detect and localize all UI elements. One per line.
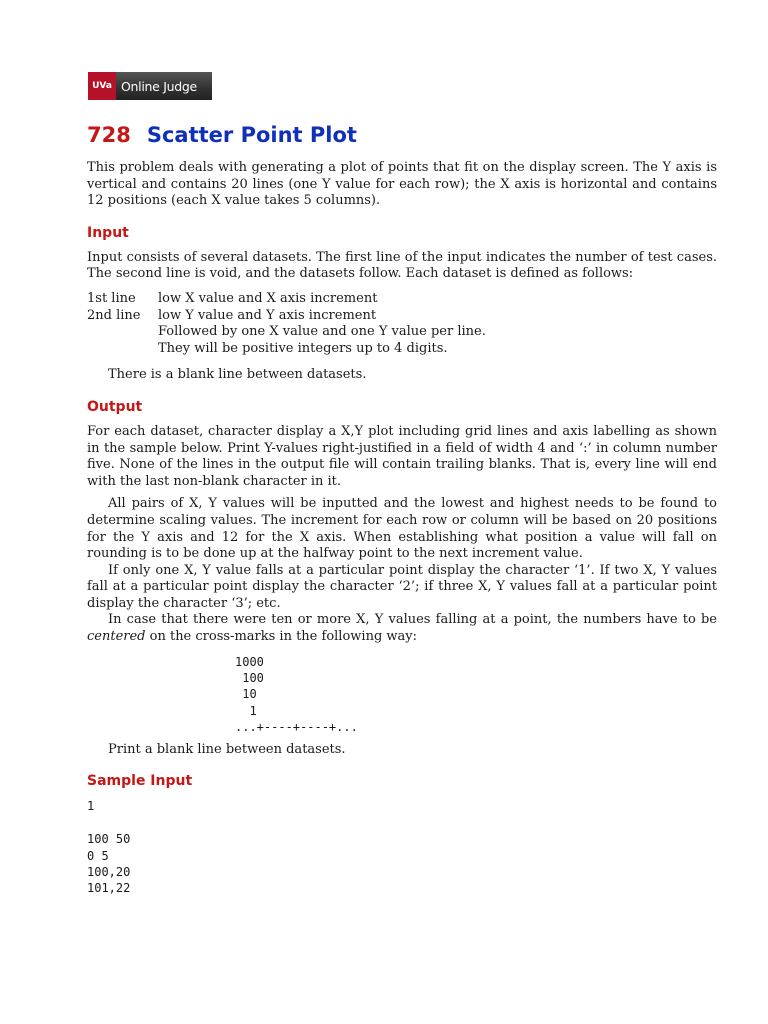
format-row [87,308,717,325]
format-key [87,341,158,358]
input-format-table [87,291,717,357]
output-paragraph-3: If only one X, Y value falls at a particular point display the character ‘1’. If two X, Y values fall at a particular point display the character ‘2’; if three X, Y values fall at a particular point display the character ‘3’; etc. [87,562,717,611]
format-value: They will be positive integers up to 4 digits. [158,340,448,356]
output-heading: Output [87,398,143,415]
paragraph-text: on the cross-marks in the following way: [145,629,417,645]
online-judge-logo [88,72,212,100]
uva-badge: UVa [88,72,116,100]
problem-number: 728 [87,123,131,147]
blank-line-note: There is a blank line between datasets. [108,367,367,383]
format-key: 2nd line [87,307,141,323]
format-value: low X value and X axis increment [158,290,378,306]
intro-paragraph: This problem deals with generating a plot of points that fit on the display screen. The Y axis is vertical and contains 20 lines (one Y value for each row); the X axis is horizontal and contains 12 positions (each X value takes 5 columns). [87,160,717,209]
format-row [87,291,717,308]
input-paragraph: Input consists of several datasets. The first line of the input indicates the number of test cases. The second line is void, and the datasets follow. Each dataset is defined as follows: [87,249,717,282]
closing-paragraph: Print a blank line between datasets. [108,741,346,757]
input-heading: Input [87,224,129,241]
logo-text: Online Judge [121,78,197,94]
output-paragraph-2: All pairs of X, Y values will be inputted and the lowest and highest needs to be found to determine scaling values. The increment for each row or column will be based on 20 positions for the Y axis and 12 for the X axis. When establishing what position a value will fall on rounding is to be done up at the halfway point to the next increment value. [87,496,717,562]
format-key [87,324,158,341]
centered-example: 1000 100 10 1 ...+----+----+... [235,654,358,735]
output-paragraph-4 [87,612,717,645]
format-row [87,324,717,341]
sample-input-heading: Sample Input [87,773,193,790]
format-value: Followed by one X value and one Y value per line. [158,324,486,340]
format-key: 1st line [87,290,136,306]
problem-body [87,160,717,897]
sample-input-block: 1 100 50 0 5 100,20 101,22 [87,799,131,896]
emphasis-centered: centered [87,629,146,645]
format-row [87,341,717,358]
paragraph-text: In case that there were ten or more X, Y values falling at a point, the numbers have to be [108,612,717,628]
problem-title: Scatter Point Plot [146,123,357,147]
page-title [87,123,357,147]
format-value: low Y value and Y axis increment [158,307,377,323]
output-paragraph-1: For each dataset, character display a X,Y plot including grid lines and axis labelling as shown in the sample below. Print Y-values right-justified in a field of width 4 and ‘:’ in column number five. None of the lines in the output file will contain trailing blanks. That is, every line will end with the last non-blank character in it. [87,423,717,489]
